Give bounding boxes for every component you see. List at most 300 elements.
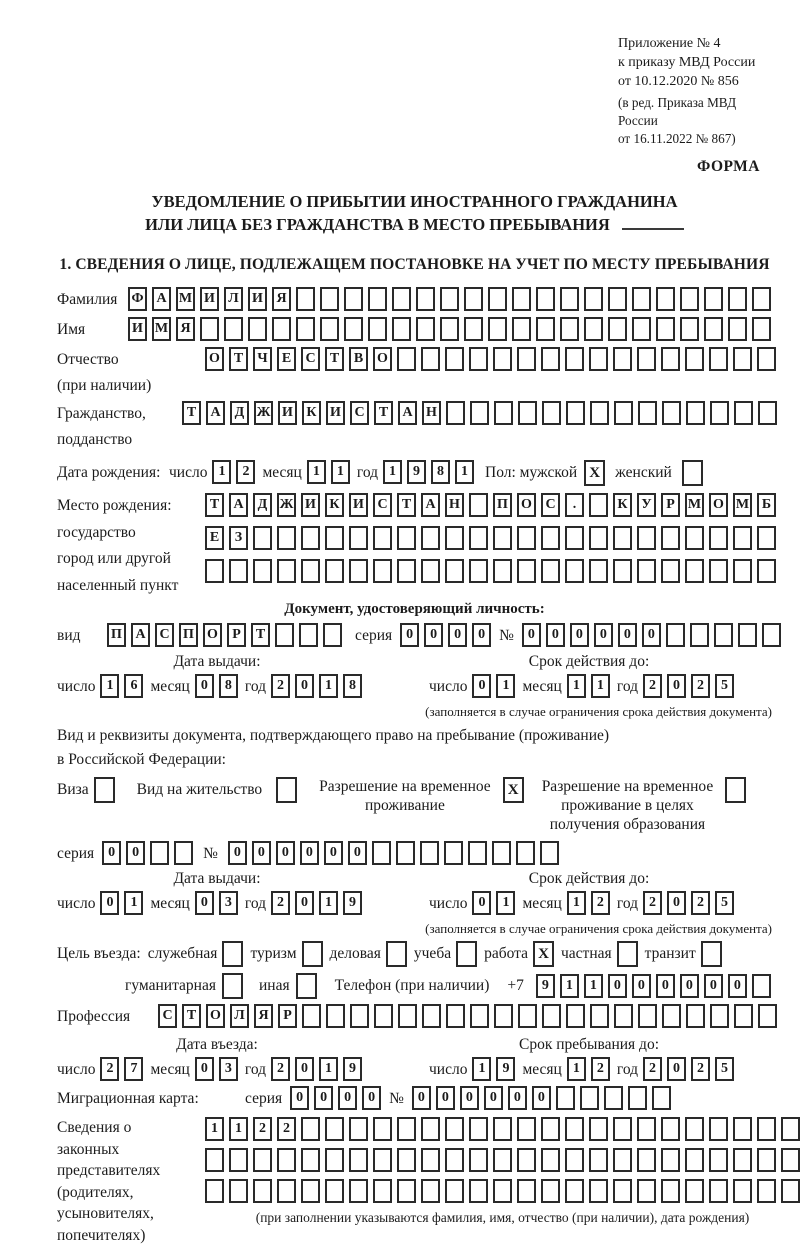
- doc-issue-month-boxes[interactable]: [195, 674, 238, 698]
- birth-date-row: [57, 460, 772, 486]
- char-box: [277, 559, 296, 583]
- doc-expiry-day-boxes[interactable]: [472, 674, 515, 698]
- char-box: [566, 401, 585, 425]
- visa-label: Виза: [57, 777, 89, 802]
- residence-doc-dates: [57, 869, 772, 937]
- doc-series-label: серия: [355, 623, 392, 648]
- representatives-row1-boxes[interactable]: [205, 1117, 800, 1141]
- char-box: [709, 1117, 728, 1141]
- purpose-label: транзит: [645, 941, 696, 966]
- residence-permit-checkbox[interactable]: [276, 777, 297, 803]
- residence-doc-series-row: [57, 841, 772, 866]
- char-box: [325, 526, 344, 550]
- char-box: [536, 287, 555, 311]
- char-box: [470, 401, 489, 425]
- char-box: [560, 287, 579, 311]
- char-box: 0: [472, 674, 491, 698]
- edu-permit-line1: Разрешение на временное: [542, 777, 714, 796]
- char-box: [556, 1086, 575, 1110]
- doc-expiry-col: [387, 652, 772, 720]
- char-box: 2: [236, 460, 255, 484]
- char-box: 2: [271, 891, 290, 915]
- citizenship-row: [57, 401, 772, 453]
- residence-number-boxes[interactable]: [228, 841, 559, 865]
- char-box: [421, 559, 440, 583]
- char-box: 0: [667, 674, 686, 698]
- char-box: [608, 317, 627, 341]
- char-box: [613, 1179, 632, 1203]
- purpose-option-tourism: [250, 941, 322, 967]
- patronymic-label-line1: Отчество: [57, 347, 205, 373]
- doc-issue-year-boxes[interactable]: [271, 674, 362, 698]
- char-box: [762, 623, 781, 647]
- char-box: [613, 1117, 632, 1141]
- char-box: [492, 841, 511, 865]
- entry-stay-dates: [57, 1035, 772, 1082]
- char-box: [320, 317, 339, 341]
- day-label: число: [57, 891, 95, 916]
- char-box: [368, 317, 387, 341]
- char-box: [542, 1004, 561, 1028]
- day-label: число: [57, 674, 95, 699]
- char-box: [637, 1148, 656, 1172]
- year-label: год: [245, 891, 266, 916]
- char-box: [368, 287, 387, 311]
- birth-month-boxes[interactable]: [307, 460, 350, 484]
- char-box: [421, 1117, 440, 1141]
- char-box: [325, 1179, 344, 1203]
- header-line: от 10.12.2020 № 856: [618, 72, 772, 91]
- char-box: [397, 347, 416, 371]
- purpose-label: работа: [484, 941, 528, 966]
- char-box: [517, 526, 536, 550]
- char-box: [752, 317, 771, 341]
- char-box: [565, 1179, 584, 1203]
- visit-purpose-row2: [57, 973, 772, 999]
- char-box: 3: [219, 891, 238, 915]
- form-title-line2: ИЛИ ЛИЦА БЕЗ ГРАЖДАНСТВА В МЕСТО ПРЕБЫВАНИЯ: [145, 215, 610, 234]
- doc-expiry-month-boxes[interactable]: [567, 674, 610, 698]
- char-box: [709, 1148, 728, 1172]
- char-box: [224, 317, 243, 341]
- char-box: 0: [460, 1086, 479, 1110]
- char-box: Д: [253, 493, 272, 517]
- char-box: [445, 526, 464, 550]
- char-box: [229, 1179, 248, 1203]
- residence-expiry-day-boxes[interactable]: [472, 891, 515, 915]
- char-box: А: [152, 287, 171, 311]
- char-box: 0: [295, 891, 314, 915]
- char-box: М: [685, 493, 704, 517]
- char-box: [613, 526, 632, 550]
- char-box: [589, 526, 608, 550]
- purpose-commercial-checkbox[interactable]: [386, 941, 407, 967]
- char-box: [296, 317, 315, 341]
- year-label: год: [245, 674, 266, 699]
- entry-year-boxes[interactable]: [271, 1057, 362, 1081]
- doc-series-boxes[interactable]: [400, 623, 491, 647]
- char-box: [637, 559, 656, 583]
- char-box: 1: [496, 674, 515, 698]
- citizenship-label: [57, 401, 182, 453]
- char-box: [299, 623, 318, 647]
- char-box: [614, 1004, 633, 1028]
- identity-doc-dates: [57, 652, 772, 720]
- char-box: [733, 1148, 752, 1172]
- residence-issue-date-group: [57, 891, 387, 916]
- char-box: [589, 1117, 608, 1141]
- char-box: [757, 347, 776, 371]
- char-box: 2: [591, 891, 610, 915]
- char-box: 0: [472, 623, 491, 647]
- entry-month-boxes[interactable]: [195, 1057, 238, 1081]
- char-box: [728, 317, 747, 341]
- char-box: [275, 623, 294, 647]
- char-box: [488, 317, 507, 341]
- residence-issue-year-boxes[interactable]: [271, 891, 362, 915]
- char-box: [728, 287, 747, 311]
- char-box: [469, 347, 488, 371]
- birth-year-boxes[interactable]: [383, 460, 474, 484]
- appendix-header: [618, 34, 772, 148]
- char-box: К: [325, 493, 344, 517]
- birth-place-boxes-col: [205, 493, 776, 599]
- char-box: 1: [205, 1117, 224, 1141]
- char-box: Н: [422, 401, 441, 425]
- char-box: Ж: [254, 401, 273, 425]
- char-box: [734, 401, 753, 425]
- char-box: 2: [271, 1057, 290, 1081]
- char-box: [685, 526, 704, 550]
- char-box: [397, 526, 416, 550]
- birth-place-row1-boxes[interactable]: [205, 493, 776, 517]
- char-box: 1: [496, 891, 515, 915]
- char-box: [565, 1117, 584, 1141]
- char-box: К: [613, 493, 632, 517]
- stay-year-boxes[interactable]: [643, 1057, 734, 1081]
- forma-label: ФОРМА: [57, 158, 772, 176]
- char-box: [301, 1117, 320, 1141]
- char-box: [637, 1179, 656, 1203]
- char-box: [685, 559, 704, 583]
- char-box: [397, 1117, 416, 1141]
- char-box: О: [206, 1004, 225, 1028]
- char-box: [685, 1117, 704, 1141]
- char-box: [469, 1179, 488, 1203]
- birth-date-group: [169, 460, 481, 485]
- purpose-label: частная: [561, 941, 612, 966]
- doc-type-boxes[interactable]: [107, 623, 342, 647]
- surname-boxes[interactable]: [128, 287, 771, 311]
- day-label: число: [429, 891, 467, 916]
- char-box: 0: [570, 623, 589, 647]
- purpose-transit-checkbox[interactable]: [701, 941, 722, 967]
- char-box: [248, 317, 267, 341]
- char-box: [373, 1117, 392, 1141]
- char-box: 2: [643, 891, 662, 915]
- blank-line: [622, 216, 684, 230]
- char-box: [613, 347, 632, 371]
- char-box: [733, 1117, 752, 1141]
- char-box: 0: [228, 841, 247, 865]
- char-box: С: [155, 623, 174, 647]
- char-box: 0: [642, 623, 661, 647]
- char-box: Л: [230, 1004, 249, 1028]
- char-box: 0: [362, 1086, 381, 1110]
- char-box: Р: [661, 493, 680, 517]
- char-box: 1: [100, 674, 119, 698]
- char-box: [440, 317, 459, 341]
- char-box: [494, 1004, 513, 1028]
- char-box: [445, 1179, 464, 1203]
- char-box: [656, 317, 675, 341]
- representatives-label-line: Сведения о: [57, 1117, 205, 1139]
- char-box: [565, 347, 584, 371]
- char-box: [757, 1179, 776, 1203]
- char-box: 1: [124, 891, 143, 915]
- char-box: 1: [307, 460, 326, 484]
- char-box: [661, 347, 680, 371]
- purpose-other-checkbox[interactable]: [296, 973, 317, 999]
- char-box: [302, 1004, 321, 1028]
- char-box: 0: [338, 1086, 357, 1110]
- phone-prefix: +7: [507, 973, 524, 999]
- char-box: [560, 317, 579, 341]
- char-box: [323, 623, 342, 647]
- char-box: [373, 1179, 392, 1203]
- migration-card-row: [57, 1086, 772, 1111]
- char-box: 0: [546, 623, 565, 647]
- edu-residence-permit-option: [542, 777, 747, 834]
- visa-checkbox[interactable]: [94, 777, 115, 803]
- temp-residence-permit-label: [319, 777, 491, 815]
- char-box: О: [203, 623, 222, 647]
- residence-issue-day-boxes[interactable]: [100, 891, 143, 915]
- surname-row: [57, 287, 772, 312]
- doc-issue-day-boxes[interactable]: [100, 674, 143, 698]
- birth-place-label-line3: город или другой: [57, 546, 205, 573]
- char-box: 2: [271, 674, 290, 698]
- residence-series-boxes[interactable]: [102, 841, 193, 865]
- visit-purpose-row: [57, 941, 772, 967]
- residence-expiry-month-boxes[interactable]: [567, 891, 610, 915]
- char-box: [709, 347, 728, 371]
- birth-place-label-line4: населенный пункт: [57, 573, 205, 600]
- sex-male-checkbox[interactable]: X: [584, 460, 605, 486]
- char-box: И: [200, 287, 219, 311]
- migration-number-boxes[interactable]: [412, 1086, 671, 1110]
- char-box: [752, 974, 771, 998]
- char-box: [757, 526, 776, 550]
- year-label: год: [617, 891, 638, 916]
- char-box: А: [131, 623, 150, 647]
- phone-boxes[interactable]: [536, 974, 771, 998]
- char-box: Д: [230, 401, 249, 425]
- char-box: [469, 559, 488, 583]
- char-box: [277, 1148, 296, 1172]
- char-box: [349, 559, 368, 583]
- birth-place-label: [57, 493, 205, 599]
- char-box: [446, 401, 465, 425]
- char-box: А: [398, 401, 417, 425]
- char-box: [494, 401, 513, 425]
- char-box: [566, 1004, 585, 1028]
- purpose-study-checkbox[interactable]: [456, 941, 477, 967]
- char-box: 2: [253, 1117, 272, 1141]
- purpose-option-commercial: [330, 941, 407, 967]
- purpose-option-transit: [645, 941, 722, 967]
- citizenship-boxes[interactable]: [182, 401, 777, 425]
- purpose-business-checkbox[interactable]: [222, 941, 243, 967]
- char-box: 1: [229, 1117, 248, 1141]
- doc-expiry-year-boxes[interactable]: [643, 674, 734, 698]
- char-box: [733, 1179, 752, 1203]
- char-box: [445, 1148, 464, 1172]
- char-box: 0: [295, 674, 314, 698]
- form-title-line1: УВЕДОМЛЕНИЕ О ПРИБЫТИИ ИНОСТРАННОГО ГРАЖДАНИНА: [57, 190, 772, 213]
- representatives-row2-boxes[interactable]: [205, 1148, 800, 1172]
- day-label: число: [429, 674, 467, 699]
- representatives-block: [57, 1117, 772, 1246]
- residence-doc-options-row: [57, 777, 772, 834]
- char-box: М: [733, 493, 752, 517]
- char-box: [493, 1117, 512, 1141]
- char-box: 9: [496, 1057, 515, 1081]
- char-box: [709, 559, 728, 583]
- char-box: 0: [704, 974, 723, 998]
- char-box: [397, 559, 416, 583]
- residence-permit-option: [137, 777, 298, 803]
- header-subline: от 16.11.2022 № 867): [618, 130, 772, 148]
- char-box: [421, 1179, 440, 1203]
- purpose-tourism-checkbox[interactable]: [302, 941, 323, 967]
- birth-place-row2-boxes[interactable]: [205, 526, 776, 550]
- purpose-humanitarian-checkbox[interactable]: [222, 973, 243, 999]
- char-box: 1: [567, 674, 586, 698]
- stay-day-boxes[interactable]: [472, 1057, 515, 1081]
- char-box: И: [278, 401, 297, 425]
- char-box: 0: [436, 1086, 455, 1110]
- char-box: 8: [219, 674, 238, 698]
- char-box: [421, 1148, 440, 1172]
- birth-place-label-line1: Место рождения:: [57, 493, 205, 520]
- char-box: [589, 1148, 608, 1172]
- patronymic-label: [57, 347, 205, 399]
- char-box: 0: [195, 1057, 214, 1081]
- temp-residence-permit-checkbox[interactable]: X: [503, 777, 524, 803]
- year-label: год: [617, 1057, 638, 1082]
- char-box: [580, 1086, 599, 1110]
- char-box: [446, 1004, 465, 1028]
- entry-day-boxes[interactable]: [100, 1057, 143, 1081]
- char-box: Я: [272, 287, 291, 311]
- month-label: месяц: [522, 674, 561, 699]
- residence-issue-month-boxes[interactable]: [195, 891, 238, 915]
- char-box: А: [229, 493, 248, 517]
- doc-number-boxes[interactable]: [522, 623, 781, 647]
- char-box: 7: [124, 1057, 143, 1081]
- purpose-work-checkbox[interactable]: X: [533, 941, 554, 967]
- entry-date-group: [57, 1057, 387, 1082]
- given-name-boxes[interactable]: [128, 317, 771, 341]
- month-label: месяц: [522, 1057, 561, 1082]
- residence-expiry-year-boxes[interactable]: [643, 891, 734, 915]
- char-box: [733, 526, 752, 550]
- char-box: 1: [319, 891, 338, 915]
- char-box: [373, 1148, 392, 1172]
- char-box: [540, 841, 559, 865]
- char-box: [374, 1004, 393, 1028]
- char-box: А: [421, 493, 440, 517]
- char-box: К: [302, 401, 321, 425]
- edu-residence-permit-checkbox[interactable]: [725, 777, 746, 803]
- representatives-row3-boxes[interactable]: [205, 1179, 800, 1203]
- birth-day-boxes[interactable]: [212, 460, 255, 484]
- char-box: [421, 347, 440, 371]
- char-box: [344, 317, 363, 341]
- char-box: [661, 1179, 680, 1203]
- profession-boxes[interactable]: [158, 1004, 777, 1028]
- char-box: [541, 559, 560, 583]
- char-box: [493, 559, 512, 583]
- char-box: [325, 1148, 344, 1172]
- representatives-label-line: попечителях): [57, 1225, 205, 1246]
- char-box: И: [301, 493, 320, 517]
- residence-issue-heading: Дата выдачи:: [57, 869, 377, 889]
- citizenship-label-line1: Гражданство,: [57, 401, 182, 427]
- birth-place-row3-boxes[interactable]: [205, 559, 776, 583]
- char-box: [662, 401, 681, 425]
- char-box: [493, 526, 512, 550]
- char-box: 0: [680, 974, 699, 998]
- purpose-label: гуманитарная: [125, 973, 216, 998]
- stay-month-boxes[interactable]: [567, 1057, 610, 1081]
- migration-series-boxes[interactable]: [290, 1086, 381, 1110]
- char-box: [296, 287, 315, 311]
- purpose-label: учеба: [414, 941, 451, 966]
- representatives-label-line: законных: [57, 1139, 205, 1161]
- char-box: [464, 317, 483, 341]
- purpose-private-checkbox[interactable]: [617, 941, 638, 967]
- char-box: [589, 347, 608, 371]
- patronymic-boxes[interactable]: [205, 347, 776, 371]
- purpose-option-business: [148, 941, 244, 967]
- char-box: [512, 287, 531, 311]
- char-box: [277, 526, 296, 550]
- char-box: [733, 347, 752, 371]
- char-box: 1: [591, 674, 610, 698]
- char-box: И: [349, 493, 368, 517]
- char-box: [710, 401, 729, 425]
- char-box: [781, 1179, 800, 1203]
- char-box: В: [349, 347, 368, 371]
- sex-female-checkbox[interactable]: [682, 460, 703, 486]
- char-box: [680, 287, 699, 311]
- stay-until-heading: Срок пребывания до:: [429, 1035, 749, 1055]
- section1-heading: 1. СВЕДЕНИЯ О ЛИЦЕ, ПОДЛЕЖАЩЕМ ПОСТАНОВКЕ НА УЧЕТ ПО МЕСТУ ПРЕБЫВАНИЯ: [57, 256, 772, 274]
- char-box: [444, 841, 463, 865]
- char-box: [589, 1179, 608, 1203]
- purpose-option-other: [259, 973, 317, 999]
- char-box: [541, 1179, 560, 1203]
- char-box: [757, 1148, 776, 1172]
- char-box: 0: [667, 891, 686, 915]
- char-box: [253, 1148, 272, 1172]
- char-box: 0: [656, 974, 675, 998]
- char-box: П: [107, 623, 126, 647]
- char-box: [349, 1179, 368, 1203]
- char-box: 8: [343, 674, 362, 698]
